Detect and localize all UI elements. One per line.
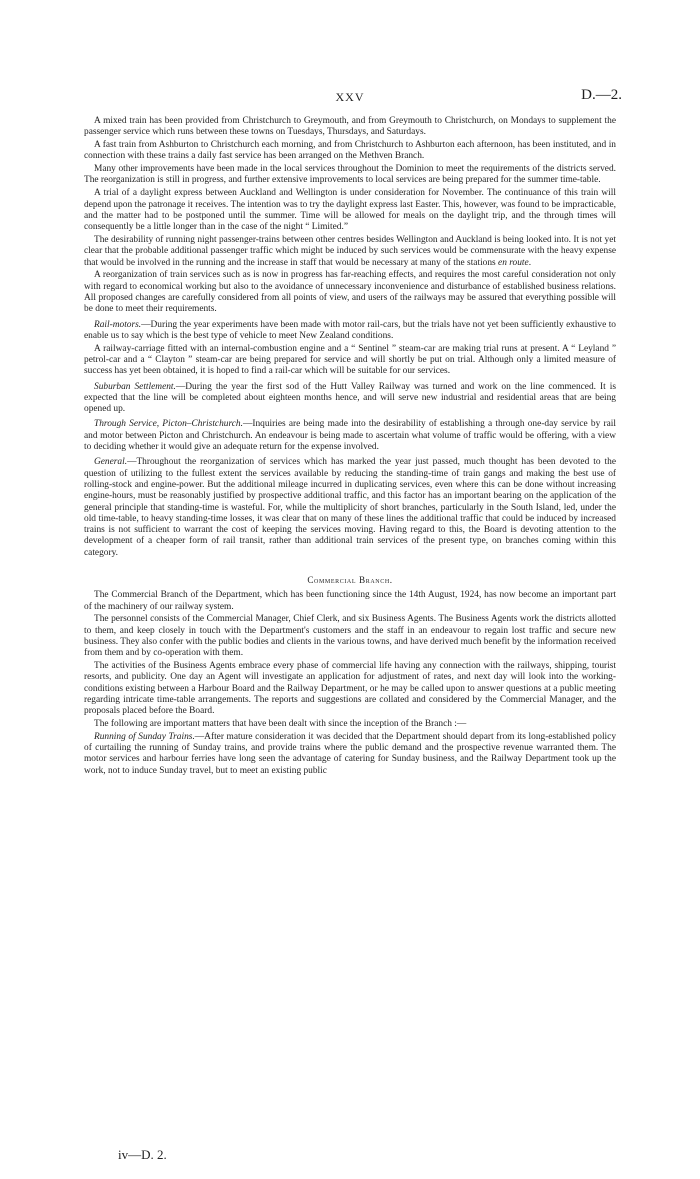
page-number: XXV <box>335 90 365 104</box>
paragraph-heading: Rail-motors. <box>94 319 142 330</box>
paragraph-text: —Throughout the reorganization of services which has marked the year just passed, much thought has been devoted to the question of utilizing to the fullest extent the services available by reducing the standing-time of train gangs and making the best use of rolling-stock and engine-power. But the additional mileage incurred in duplicating services, even where this can be done without increasing engine-hours, must be reasonably justified by prospective additional traffic, and this factor has an important bearing on the application of the general principle that standing-time is wasteful. For, while the multiplicity of short branches, particularly in the South Island, led, under the old time-table, to heavy standing-time losses, it was clear that on many of these lines the additional traffic that could be induced by increased trains is not sufficient to warrant the cost of keeping the services moving. Having regard to this, the Board is devoting attention to the development of a cheaper form of rail transit, rather than additional train services of the present type, on branches coming within this category. <box>84 457 616 558</box>
paragraph <box>84 188 616 233</box>
paragraph <box>84 732 616 777</box>
paragraph-text: The desirability of running night passenger-trains between other centres besides Wellington and Auckland is being looked into. It is not yet clear that the probable additional passenger traffic which might be induced by such services would be commensurate with the heavy expense that would be involved in the running and the increase in staff that would be necessary at many of the stations <box>84 234 616 268</box>
paragraph <box>84 270 616 315</box>
paragraph <box>84 140 616 163</box>
body-text <box>84 116 616 779</box>
paragraph-text: —During the year the first sod of the Hutt Valley Railway was turned and work on the line commenced. It is expected that the line will be completed about eighteen months hence, and will serve new industrial and residential areas that are being opened up. <box>84 381 616 415</box>
paragraph-text: A trial of a daylight express between Auckland and Wellington is under consideration for November. The continuance of this train will depend upon the patronage it receives. The intention was to try the daylight express last Easter. This, however, was found to be impracticable, and the matter had to be postponed until the summer. Time will be allowed for meals on the daylight trip, and the through times will consequently be a little longer than in the case of the night “ Limited.” <box>84 188 616 233</box>
paragraph <box>84 320 616 343</box>
paragraph-text: The activities of the Business Agents embrace every phase of commercial life having any connection with the railways, shipping, tourist resorts, and publicity. One day an Agent will investigate an application for adjustment of rates, and next day will look into the working-conditions existing between a Harbour Board and the Railway Department, or he may be called upon to answer questions at a public meeting regarding intricate time-table arrangements. The reports and suggestions are collated and considered by the Commercial Manager, and the proposals placed before the Board. <box>84 661 616 717</box>
paragraph <box>84 590 616 613</box>
paragraph-heading: Through Service, Picton–Christchurch. <box>94 419 243 430</box>
paragraph-text: —Inquiries are being made into the desirability of establishing a through one-day service by rail and motor between Picton and Christchurch. An endeavour is being made to ascertain what volume of traffic would be offering, with a view to deciding whether it would give an adequate return for the expense involved. <box>84 419 616 453</box>
paragraph-heading: Suburban Settlement. <box>94 381 176 392</box>
paragraph-tail: . <box>528 257 532 268</box>
paragraph-text: —During the year experiments have been made with motor rail-cars, but the trials have not yet been sufficiently exhaustive to enable us to say which is the best type of vehicle to meet New Zealand conditions. <box>84 319 616 341</box>
paragraph-text: A reorganization of train services such as is now in progress has far-reaching effects, and requires the most careful consideration not only with regard to economical working but also to the avoidance of unnecessary inconvenience and disturbance of established business relations. All proposed changes are carefully considered from all points of view, and users of the railways may be assured that everything possible will be done to meet their requirements. <box>84 270 616 315</box>
paragraph <box>84 382 616 416</box>
paragraph-italic: en route <box>495 257 529 268</box>
paragraph <box>84 614 616 659</box>
paragraph <box>84 457 616 559</box>
paragraph <box>84 661 616 717</box>
footer-signature: iv—D. 2. <box>118 1147 167 1162</box>
paragraph <box>84 719 616 730</box>
paragraph <box>84 419 616 453</box>
paragraph-text: A mixed train has been provided from Christchurch to Greymouth, and from Greymouth to Christchurch, on Mondays to supplement the passenger service which runs between these towns on Tuesdays, Thursdays, and Saturdays. <box>84 116 616 138</box>
section-commercial-branch <box>84 590 616 777</box>
paragraph-text: —After mature consideration it was decided that the Department should depart from its long-established policy of curtailing the running of Sunday trains, and provide trains where the public demand and the prospective revenue warranted them. The motor services and harbour ferries have long seen the advantage of catering for Sunday business, and the Railway Department took up the work, not to induce Sunday travel, but to meet an existing public <box>84 731 617 776</box>
paragraph <box>84 164 616 187</box>
paragraph-text: Many other improvements have been made in the local services throughout the Dominion to meet the requirements of the districts served. The reorganization is still in progress, and further extensive improvements to local services are being prepared for the summer time-table. <box>84 164 616 186</box>
paragraph-text: The Commercial Branch of the Department, which has been functioning since the 14th August, 1924, has now become an important part of the machinery of our railway system. <box>84 590 616 612</box>
paragraph-text: The personnel consists of the Commercial Manager, Chief Clerk, and six Business Agents. The Business Agents work the districts allotted to them, and keep closely in touch with the Department's customers and the staff in an endeavour to regain lost traffic and secure new business. They also confer with the public bodies and clients in the various towns, and have derived much benefit by the information received from them and by co-operation with them. <box>84 614 616 659</box>
paragraph-text: A fast train from Ashburton to Christchurch each morning, and from Christchurch to Ashburton each afternoon, has been instituted, and in connection with these trains a daily fast service has been arranged on the Methven Branch. <box>84 140 616 162</box>
paragraph-heading: General. <box>94 457 128 468</box>
paragraph-text: A railway-carriage fitted with an internal-combustion engine and a “ Sentinel ” steam-car are making trial runs at present. A “ Leyland ” petrol-car and a “ Clayton ” steam-car are being prepared for service and will shortly be put on trial. Although only a limited measure of success has yet been obtained, it is hoped to find a rail-car which will be suitable for our services. <box>84 343 616 377</box>
section-railway-services <box>84 116 616 559</box>
paragraph <box>84 235 616 269</box>
paragraph-text: The following are important matters that have been dealt with since the inception of the Branch :— <box>94 719 467 730</box>
section-heading: Commercial Branch. <box>307 574 393 585</box>
document-reference: D.—2. <box>581 87 622 103</box>
paragraph-heading: Running of Sunday Trains. <box>94 731 195 742</box>
paragraph <box>84 116 616 139</box>
paragraph <box>84 344 616 378</box>
